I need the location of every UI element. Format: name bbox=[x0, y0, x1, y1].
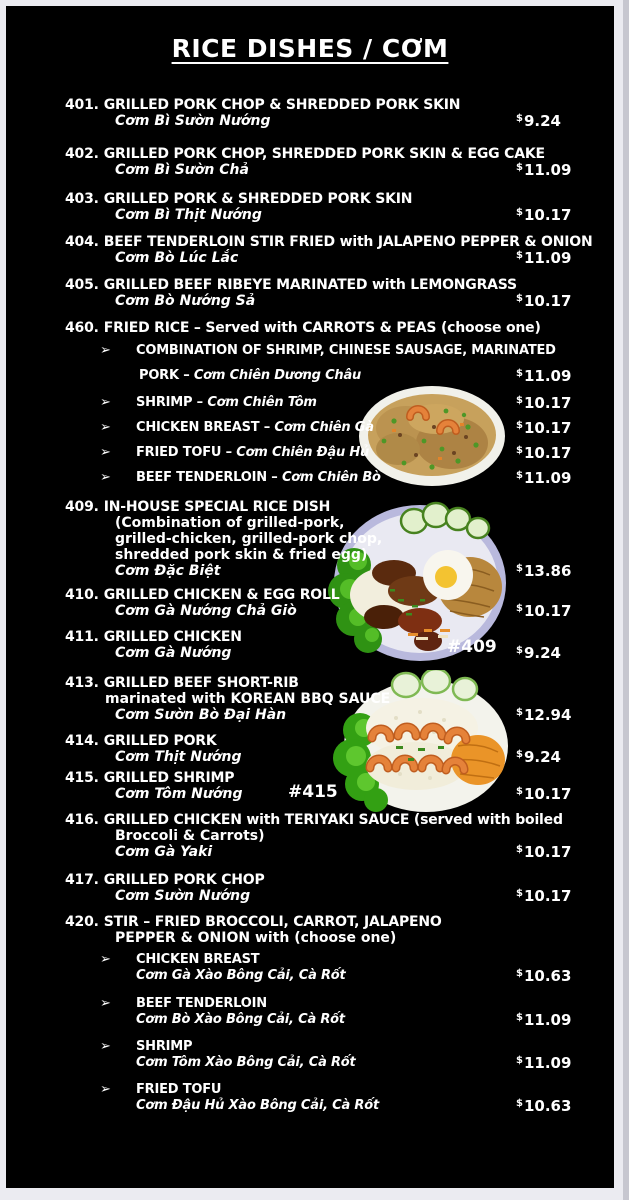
dollar-sign: $ bbox=[516, 968, 523, 979]
item-vietnamese-name: Cơm Bì Sườn Chả bbox=[115, 162, 249, 178]
price-value: 11.09 bbox=[523, 249, 572, 267]
item-title-line bbox=[65, 914, 606, 930]
option-chicken-breast bbox=[100, 420, 606, 436]
menu-item-411 bbox=[65, 629, 606, 661]
option-price bbox=[516, 966, 571, 984]
option-vietnamese-name: Cơm Bò Xào Bông Cải, Cà Rốt bbox=[136, 1012, 345, 1027]
price-value: 9.24 bbox=[523, 644, 561, 662]
menu-item-404 bbox=[65, 234, 606, 266]
price-value: 12.94 bbox=[523, 706, 572, 724]
item-number: 405. bbox=[65, 277, 99, 293]
item-description-line: shredded pork skin & fried egg) bbox=[115, 547, 368, 563]
menu-item-405 bbox=[65, 277, 606, 309]
menu-item-413 bbox=[65, 675, 606, 723]
option-name: FRIED TOFU – bbox=[136, 445, 232, 460]
bullet-arrow-icon: ➢ bbox=[100, 445, 111, 460]
item-price bbox=[516, 601, 571, 619]
page-title: RICE DISHES / CƠM bbox=[171, 34, 449, 63]
price-value: 11.09 bbox=[523, 1011, 572, 1029]
price-value: 10.17 bbox=[523, 602, 572, 620]
item-title-line2: PEPPER & ONION with (choose one) bbox=[115, 930, 397, 946]
option-chicken-breast-stirfry bbox=[100, 952, 606, 984]
item-name: GRILLED CHICKEN with TERIYAKI SAUCE (served with boiled bbox=[103, 812, 563, 828]
item-vietnamese-name: Cơm Bì Thịt Nướng bbox=[115, 207, 262, 223]
item-name: FRIED RICE – Served with CARROTS & PEAS (choose one) bbox=[103, 320, 541, 336]
option-beef-tenderloin-stirfry bbox=[100, 996, 606, 1028]
option-shrimp bbox=[100, 395, 606, 411]
dollar-sign: $ bbox=[516, 888, 523, 899]
item-name: GRILLED PORK CHOP, SHREDDED PORK SKIN & EGG CAKE bbox=[103, 146, 545, 162]
dollar-sign: $ bbox=[516, 162, 523, 173]
option-price bbox=[516, 393, 571, 411]
dollar-sign: $ bbox=[516, 707, 523, 718]
option-name: CHICKEN BREAST – bbox=[136, 420, 271, 435]
price-value: 11.09 bbox=[523, 1054, 572, 1072]
menu-item-409 bbox=[65, 499, 606, 579]
item-description-line: grilled-chicken, grilled-pork chop, bbox=[115, 531, 383, 547]
price-value: 10.63 bbox=[523, 1097, 572, 1115]
item-vietnamese-name: Cơm Gà Yaki bbox=[115, 844, 213, 860]
item-name: GRILLED CHICKEN bbox=[103, 629, 242, 645]
item-price bbox=[516, 886, 571, 904]
item-price bbox=[516, 160, 571, 178]
option-vietnamese-name: Cơm Tôm Xào Bông Cải, Cà Rốt bbox=[136, 1055, 356, 1070]
item-vietnamese-name: Cơm Bò Lúc Lắc bbox=[115, 250, 239, 266]
option-vietnamese-name: Cơm Chiên Bò bbox=[281, 470, 381, 485]
dollar-sign: $ bbox=[516, 368, 523, 379]
bullet-arrow-icon: ➢ bbox=[100, 343, 111, 358]
item-number: 403. bbox=[65, 191, 99, 207]
item-name: BEEF TENDERLOIN STIR FRIED with JALAPENO PEPPER & ONION bbox=[103, 234, 593, 250]
dollar-sign: $ bbox=[516, 470, 523, 481]
item-name: STIR – FRIED BROCCOLI, CARROT, JALAPENO bbox=[103, 914, 442, 930]
menu-item-401 bbox=[65, 97, 606, 129]
option-vietnamese-name: Cơm Đậu Hủ Xào Bông Cải, Cà Rốt bbox=[136, 1098, 379, 1113]
price-value: 9.24 bbox=[523, 748, 561, 766]
price-value: 11.09 bbox=[523, 469, 572, 487]
option-price bbox=[516, 418, 571, 436]
item-vietnamese-name: Cơm Tôm Nướng bbox=[115, 786, 243, 802]
item-name: GRILLED CHICKEN & EGG ROLL bbox=[103, 587, 340, 603]
bullet-arrow-icon: ➢ bbox=[100, 470, 111, 485]
price-value: 10.17 bbox=[523, 419, 572, 437]
item-vietnamese-name: Cơm Sườn Nướng bbox=[115, 888, 251, 904]
photo-ref-415: #415 bbox=[288, 782, 338, 802]
item-number: 409. bbox=[65, 499, 99, 515]
dollar-sign: $ bbox=[516, 1098, 523, 1109]
item-number: 410. bbox=[65, 587, 99, 603]
menu-item-416 bbox=[65, 812, 606, 860]
dollar-sign: $ bbox=[516, 844, 523, 855]
option-vietnamese-name: Cơm Chiên Tôm bbox=[207, 395, 317, 410]
item-number: 413. bbox=[65, 675, 99, 691]
item-price bbox=[516, 205, 571, 223]
item-price bbox=[516, 643, 561, 661]
item-vietnamese-name: Cơm Gà Nướng Chả Giò bbox=[115, 603, 297, 619]
option-price bbox=[516, 1053, 571, 1071]
item-number: 460. bbox=[65, 320, 99, 336]
bullet-arrow-icon: ➢ bbox=[100, 395, 111, 410]
item-number: 404. bbox=[65, 234, 99, 250]
option-price bbox=[516, 1096, 571, 1114]
dollar-sign: $ bbox=[516, 1055, 523, 1066]
price-value: 11.09 bbox=[523, 367, 572, 385]
bullet-arrow-icon: ➢ bbox=[100, 952, 111, 967]
dollar-sign: $ bbox=[516, 420, 523, 431]
dollar-sign: $ bbox=[516, 293, 523, 304]
bullet-arrow-icon: ➢ bbox=[100, 1082, 111, 1097]
menu-item-410 bbox=[65, 587, 606, 619]
price-value: 9.24 bbox=[523, 112, 561, 130]
option-name: CHICKEN BREAST bbox=[136, 952, 260, 967]
dollar-sign: $ bbox=[516, 563, 523, 574]
price-value: 10.17 bbox=[523, 887, 572, 905]
option-price bbox=[516, 468, 571, 486]
item-name: GRILLED PORK CHOP bbox=[103, 872, 265, 888]
option-shrimp-stirfry bbox=[100, 1039, 606, 1071]
price-value: 10.17 bbox=[523, 785, 572, 803]
item-vietnamese-name: Cơm Bì Sườn Nướng bbox=[115, 113, 271, 129]
item-name: GRILLED PORK & SHREDDED PORK SKIN bbox=[103, 191, 413, 207]
item-number: 416. bbox=[65, 812, 99, 828]
dollar-sign: $ bbox=[516, 207, 523, 218]
option-name: BEEF TENDERLOIN – bbox=[136, 470, 278, 485]
item-number: 414. bbox=[65, 733, 99, 749]
item-name: GRILLED PORK CHOP & SHREDDED PORK SKIN bbox=[103, 97, 461, 113]
item-title-line bbox=[65, 675, 606, 691]
photo-ref-409: #409 bbox=[447, 637, 497, 657]
price-value: 10.17 bbox=[523, 206, 572, 224]
item-price bbox=[516, 784, 571, 802]
dollar-sign: $ bbox=[516, 113, 523, 124]
item-name: GRILLED SHRIMP bbox=[103, 770, 235, 786]
item-name: GRILLED BEEF SHORT-RIB bbox=[103, 675, 299, 691]
dollar-sign: $ bbox=[516, 645, 523, 656]
option-fried-tofu bbox=[100, 445, 606, 461]
price-value: 13.86 bbox=[523, 562, 572, 580]
item-price bbox=[516, 747, 561, 765]
price-value: 10.17 bbox=[523, 444, 572, 462]
menu-item-402 bbox=[65, 146, 606, 178]
item-vietnamese-name: Cơm Thịt Nướng bbox=[115, 749, 242, 765]
price-value: 10.17 bbox=[523, 394, 572, 412]
dollar-sign: $ bbox=[516, 395, 523, 406]
item-number: 411. bbox=[65, 629, 99, 645]
option-price bbox=[516, 443, 571, 461]
item-name: IN-HOUSE SPECIAL RICE DISH bbox=[103, 499, 331, 515]
option-fried-tofu-stirfry bbox=[100, 1082, 606, 1114]
item-name: GRILLED BEEF RIBEYE MARINATED with LEMONGRASS bbox=[103, 277, 517, 293]
bullet-arrow-icon: ➢ bbox=[100, 996, 111, 1011]
option-price bbox=[516, 1010, 571, 1028]
item-vietnamese-name: Cơm Sườn Bò Đại Hàn bbox=[115, 707, 287, 723]
price-value: 10.17 bbox=[523, 292, 572, 310]
menu-page bbox=[6, 6, 614, 1188]
option-name: PORK – bbox=[139, 368, 190, 383]
item-number: 402. bbox=[65, 146, 99, 162]
item-number: 415. bbox=[65, 770, 99, 786]
option-combination bbox=[100, 343, 606, 384]
item-name: GRILLED PORK bbox=[103, 733, 217, 749]
item-price bbox=[516, 291, 571, 309]
item-number: 417. bbox=[65, 872, 99, 888]
item-title-line2: Broccoli & Carrots) bbox=[115, 828, 265, 844]
menu-item-417 bbox=[65, 872, 606, 904]
option-name: SHRIMP – bbox=[136, 395, 203, 410]
option-name: FRIED TOFU bbox=[136, 1082, 222, 1097]
option-vietnamese-name: Cơm Chiên Dương Châu bbox=[193, 368, 362, 383]
item-vietnamese-name: Cơm Bò Nướng Sả bbox=[115, 293, 256, 309]
price-value: 10.17 bbox=[523, 843, 572, 861]
item-title-line bbox=[65, 812, 606, 828]
menu-item-403 bbox=[65, 191, 606, 223]
dollar-sign: $ bbox=[516, 1012, 523, 1023]
item-price bbox=[516, 561, 571, 579]
dollar-sign: $ bbox=[516, 749, 523, 760]
option-vietnamese-name: Cơm Gà Xào Bông Cải, Cà Rốt bbox=[136, 968, 346, 983]
bullet-arrow-icon: ➢ bbox=[100, 420, 111, 435]
item-title-line bbox=[65, 320, 606, 336]
menu-item-414 bbox=[65, 733, 606, 765]
menu-item-460 bbox=[65, 320, 606, 336]
item-price bbox=[516, 248, 571, 266]
dollar-sign: $ bbox=[516, 603, 523, 614]
item-description-line: (Combination of grilled-pork, bbox=[115, 515, 345, 531]
bullet-arrow-icon: ➢ bbox=[100, 1039, 111, 1054]
menu-item-420 bbox=[65, 914, 606, 946]
option-name-line1: COMBINATION OF SHRIMP, CHINESE SAUSAGE, MARINATED bbox=[136, 343, 556, 358]
option-beef-tenderloin bbox=[100, 470, 606, 486]
item-price bbox=[516, 705, 571, 723]
option-vietnamese-name: Cơm Chiên Gà bbox=[274, 420, 374, 435]
item-title-line bbox=[65, 499, 606, 515]
item-number: 420. bbox=[65, 914, 99, 930]
price-value: 11.09 bbox=[523, 161, 572, 179]
item-price bbox=[516, 842, 571, 860]
item-vietnamese-name: Cơm Đặc Biệt bbox=[115, 563, 221, 579]
option-name: SHRIMP bbox=[136, 1039, 193, 1054]
item-title-line2: marinated with KOREAN BBQ SAUCE bbox=[105, 691, 391, 707]
option-vietnamese-name: Cơm Chiên Đậu Hủ bbox=[236, 445, 370, 460]
dollar-sign: $ bbox=[516, 786, 523, 797]
option-price bbox=[516, 366, 571, 384]
price-value: 10.63 bbox=[523, 967, 572, 985]
dollar-sign: $ bbox=[516, 445, 523, 456]
item-vietnamese-name: Cơm Gà Nướng bbox=[115, 645, 232, 661]
dollar-sign: $ bbox=[516, 250, 523, 261]
item-price bbox=[516, 111, 561, 129]
item-number: 401. bbox=[65, 97, 99, 113]
option-name: BEEF TENDERLOIN bbox=[136, 996, 267, 1011]
